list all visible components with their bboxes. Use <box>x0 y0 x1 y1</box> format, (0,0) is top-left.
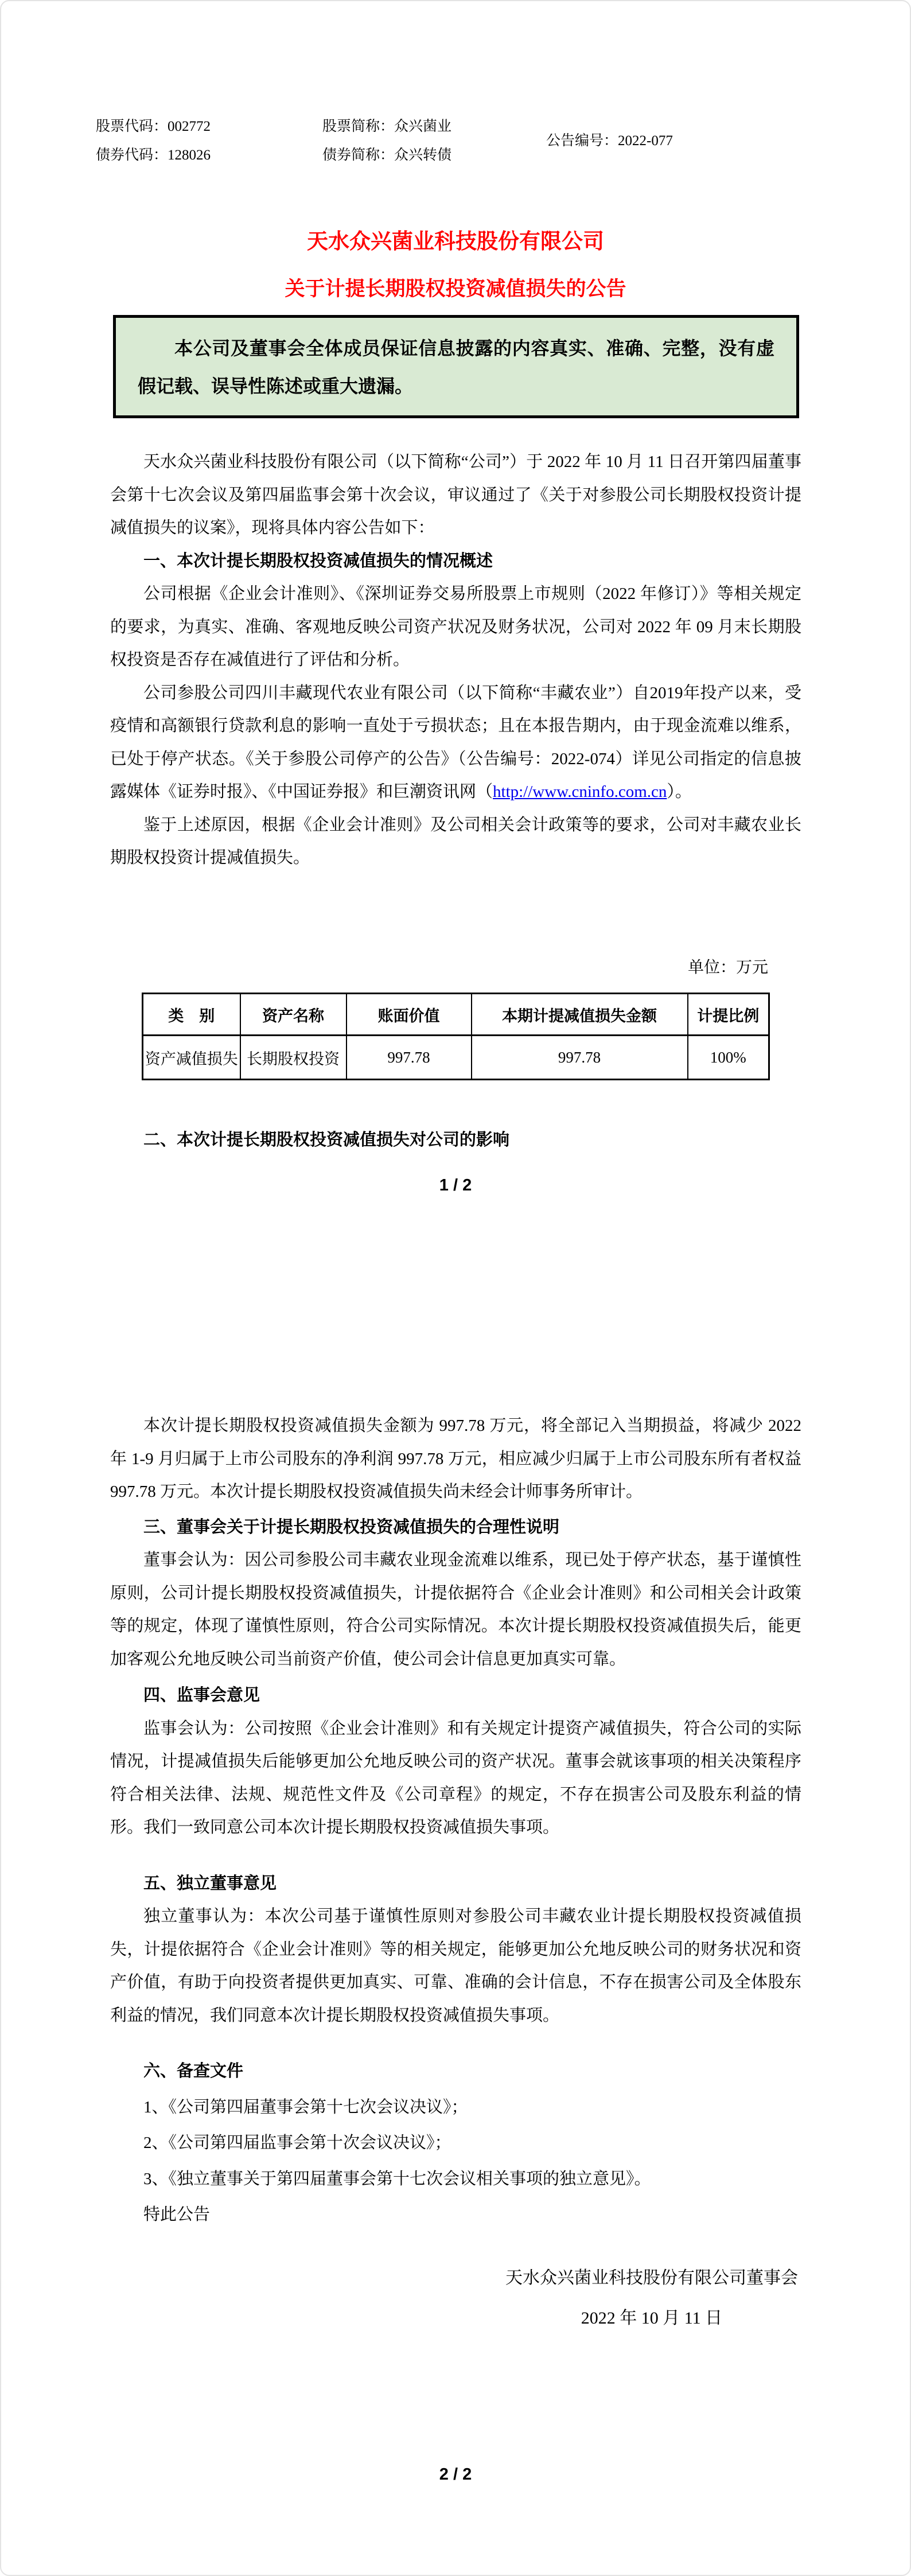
announcement-number-label: 公告编号： <box>546 133 618 149</box>
col-header-ratio: 计提比例 <box>688 994 769 1036</box>
closing-statement: 特此公告 <box>143 2205 211 2224</box>
table-unit-note: 单位：万元 <box>687 959 768 976</box>
section-heading-1: 一、本次计提长期股权投资减值损失的情况概述 <box>143 551 493 570</box>
bond-name-row <box>322 143 451 164</box>
section-heading-5: 五、独立董事意见 <box>143 1874 277 1893</box>
announcement-number <box>546 129 673 150</box>
paragraph-board-opinion: 董事会认为：因公司参股公司丰藏农业现金流难以维系，现已处于停产状态，基于谨慎性原则，公司计提长期股权投资减值损失，计提依据符合《企业会计准则》和公司相关会计政策等的规定，体现了谨慎性原则，符合公司实际情况。本次计提长期股权投资减值损失后，能更加客观公允地反映公司当前资产价值，使公司会计信息更加真实可靠。 <box>110 1551 801 1668</box>
paragraph-fengzang-status <box>110 677 801 809</box>
signature-date: 2022 年 10 月 11 日 <box>581 2308 723 2328</box>
col-header-category: 类 别 <box>143 994 240 1036</box>
fengzang-status-text: 公司参股公司四川丰藏现代农业有限公司（以下简称“丰藏农业”）自2019年投产以来，受疫情和高额银行贷款利息的影响一直处于亏损状态；且在本报告期内，由于现金流难以维系，已处于停产状态。《关于参股公司停产的公告》（公告编号：2022-074）详见公司指定的信息披露媒体《证券时报》、《中国证券报》和巨潮资讯网（ <box>110 683 801 801</box>
cninfo-link[interactable]: http://www.cninfo.com.cn <box>493 783 667 801</box>
fengzang-status-tail: ）。 <box>667 783 692 801</box>
page1-body <box>110 446 801 875</box>
col-header-impairment-amount: 本期计提减值损失金额 <box>472 994 688 1036</box>
cell-impairment-amount: 997.78 <box>472 1036 688 1080</box>
disclaimer-box <box>113 315 799 418</box>
stock-code-label: 股票代码： <box>96 119 168 134</box>
reference-doc-3: 3、《独立董事关于第四届董事会第十七次会议相关事项的独立意见》。 <box>143 2169 651 2188</box>
bond-code-value: 128026 <box>168 147 211 163</box>
bond-name-value: 众兴转债 <box>394 147 452 163</box>
cell-ratio: 100% <box>688 1036 769 1080</box>
reference-doc-1: 1、《公司第四届董事会第十七次会议决议》； <box>143 2098 468 2116</box>
paragraph-evaluation-basis: 公司根据《企业会计准则》、《深圳证券交易所股票上市规则（2022 年修订）》等相关规定的要求，为真实、准确、客观地反映公司资产状况及财务状况，公司对 2022 年 09 月末长期股权投资是否存在减值进行了评估和分析。 <box>110 585 801 669</box>
cell-asset-name: 长期股权投资 <box>240 1036 347 1080</box>
page1-number: 1 / 2 <box>439 1176 472 1194</box>
signature-company: 天水众兴菌业科技股份有限公司董事会 <box>505 2268 798 2287</box>
table-header-row <box>143 994 769 1036</box>
stock-name-row <box>322 115 451 135</box>
announcement-number-value: 2022-077 <box>618 133 673 149</box>
disclaimer-text: 本公司及董事会全体成员保证信息披露的内容真实、准确、完整，没有虚假记载、误导性陈述或重大遗漏。 <box>138 338 774 396</box>
paragraph-meeting-approval: 天水众兴菌业科技股份有限公司（以下简称“公司”）于 2022 年 10 月 11 日召开第四届董事会第十七次会议及第四届监事会第十次会议，审议通过了《关于对参股公司长期股权投资计提减值损失的议案》，现将具体内容公告如下： <box>110 453 801 537</box>
bond-code-row <box>96 143 211 164</box>
section-heading-6: 六、备查文件 <box>143 2062 244 2080</box>
cell-book-value: 997.78 <box>347 1036 472 1080</box>
section-heading-3: 三、董事会关于计提长期股权投资减值损失的合理性说明 <box>143 1517 560 1536</box>
col-header-book-value: 账面价值 <box>347 994 472 1036</box>
header-meta <box>1 110 910 173</box>
cell-category: 资产减值损失 <box>143 1036 240 1080</box>
impairment-table <box>142 993 770 1080</box>
stock-code-value: 002772 <box>168 119 211 134</box>
section-heading-4: 四、监事会意见 <box>143 1686 260 1705</box>
col-header-asset-name: 资产名称 <box>240 994 347 1036</box>
stock-name-value: 众兴菌业 <box>394 119 452 134</box>
bond-code-label: 债券代码： <box>96 147 168 163</box>
paragraph-supervisory-opinion: 监事会认为：公司按照《企业会计准则》和有关规定计提资产减值损失，符合公司的实际情况，计提减值损失后能够更加公允地反映公司的资产状况。董事会就该事项的相关决策程序符合相关法律、法规、规范性文件及《公司章程》的规定，不存在损害公司及股东利益的情形。我们一致同意公司本次计提长期股权投资减值损失事项。 <box>110 1719 801 1836</box>
paragraph-impact: 本次计提长期股权投资减值损失金额为 997.78 万元，将全部记入当期损益，将减少 2022 年 1-9 月归属于上市公司股东的净利润 997.78 万元，相应减少归属于上市公司股东所有者权益 997.78 万元。本次计提长期股权投资减值损失尚未经会计师事务所审计。 <box>110 1417 801 1501</box>
page2-body <box>110 1410 801 2338</box>
paragraph-impairment-decision: 鉴于上述原因，根据《企业会计准则》及公司相关会计政策等的要求，公司对丰藏农业长期股权投资计提减值损失。 <box>110 815 801 867</box>
company-title: 天水众兴菌业科技股份有限公司 <box>307 230 604 254</box>
stock-name-label: 股票简称： <box>322 119 395 134</box>
section-heading-2: 二、本次计提长期股权投资减值损失对公司的影响 <box>143 1131 510 1149</box>
bond-name-label: 债券简称： <box>322 147 395 163</box>
page2-number: 2 / 2 <box>439 2465 472 2484</box>
reference-doc-2: 2、《公司第四届监事会第十次会议决议》； <box>143 2134 451 2152</box>
signature-block <box>110 2258 801 2338</box>
announcement-title: 关于计提长期股权投资减值损失的公告 <box>285 278 626 300</box>
paragraph-independent-director-opinion: 独立董事认为：本次公司基于谨慎性原则对参股公司丰藏农业计提长期股权投资减值损失，计提依据符合《企业会计准则》等的相关规定，能够更加公允地反映公司的财务状况和资产价值，有助于向投资者提供更加真实、可靠、准确的会计信息，不存在损害公司及全体股东利益的情况，我们同意本次计提长期股权投资减值损失事项。 <box>110 1907 801 2025</box>
table-row <box>143 1036 769 1080</box>
stock-code-row <box>96 115 211 135</box>
